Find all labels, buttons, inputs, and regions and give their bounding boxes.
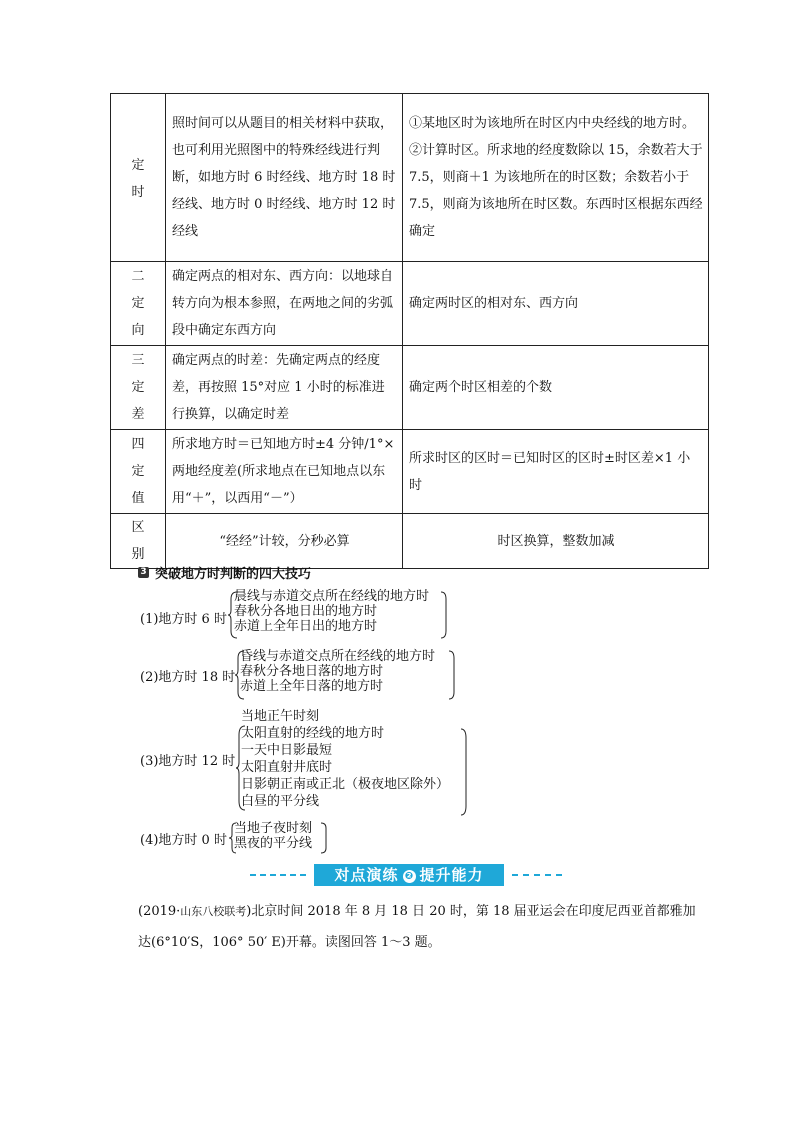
zone-time-cell: 确定两个时区相差的个数	[403, 346, 709, 430]
local-time-cell: 确定两点的相对东、西方向：以地球自转方向为根本参照，在两地之间的劣弧段中确定东西方向	[166, 262, 403, 346]
banner-dash-left	[250, 874, 306, 876]
local-time-cell: 确定两点的时差：先确定两点的经度差，再按照 15°对应 1 小时的标准进行换算，以确定时差	[166, 346, 403, 430]
technique-item: 白昼的平分线	[241, 794, 320, 809]
row-label-char: 定	[131, 380, 145, 395]
row-label-char: 别	[131, 547, 145, 562]
right-brace	[449, 650, 457, 700]
technique-group	[140, 648, 470, 703]
technique-item: 太阳直射的经线的地方时	[241, 726, 385, 741]
technique-item: 赤道上全年日出的地方时	[234, 619, 378, 634]
local-time-cell: 所求地方时＝已知地方时±4 分钟/1°×两地经度差(所求地点在已知地点以东用“＋”，以西用“－”）	[166, 430, 403, 514]
row-label-char: 定	[131, 157, 145, 173]
row-label-char: 三	[131, 353, 145, 368]
practice-banner	[250, 864, 550, 886]
technique-items	[241, 708, 449, 810]
zone-time-cell	[403, 94, 709, 262]
table-row	[111, 94, 709, 262]
row-label-char: 值	[131, 491, 145, 506]
row-label-char: 二	[131, 269, 145, 284]
table-row	[111, 514, 709, 569]
question-source: 山东八校联考	[180, 905, 247, 918]
technique-item: 赤道上全年日落的地方时	[240, 679, 384, 694]
zone-time-cell: 时区换算，整数加减	[403, 514, 709, 569]
row-label	[111, 430, 166, 514]
question-text: )北京时间 2018 年 8 月 18 日 20 时，第 18 届亚运会在印度尼西亚首都雅加达(6°10′S，106° 50′ E)开幕。读图回答 1～3 题。	[138, 904, 696, 950]
technique-group	[140, 820, 360, 856]
technique-items	[234, 821, 312, 851]
technique-group	[140, 588, 460, 643]
technique-item: 日影朝正南或正北（极夜地区除外）	[241, 777, 450, 792]
zone-time-cell: 所求时区的区时＝已知时区的区时±时区差×1 小时	[403, 430, 709, 514]
technique-item: 晨线与赤道交点所在经线的地方时	[234, 589, 430, 604]
technique-item: 当地子夜时刻	[234, 821, 313, 836]
technique-label: (1)地方时 6 时	[140, 612, 227, 627]
banner-left-text: 对点演练	[334, 866, 399, 884]
row-label-char: 向	[131, 323, 145, 338]
technique-item: 春秋分各地日落的地方时	[240, 664, 384, 679]
technique-item: 当地正午时刻	[241, 709, 320, 724]
row-label-char: 四	[131, 437, 145, 452]
row-label-char: 差	[131, 407, 145, 422]
technique-item: 春秋分各地日出的地方时	[234, 604, 378, 619]
right-brace	[441, 591, 449, 639]
technique-item: 黑夜的平分线	[234, 836, 313, 851]
time-method-table	[110, 93, 709, 569]
zone-time-cell: 确定两时区的相对东、西方向	[403, 262, 709, 346]
question-paragraph	[138, 896, 698, 958]
row-label	[111, 514, 166, 569]
row-label	[111, 346, 166, 430]
technique-group	[140, 708, 480, 818]
banner-step-icon: ❷	[403, 870, 416, 883]
technique-item: 一天中日影最短	[241, 743, 333, 758]
technique-items	[234, 589, 429, 634]
zone-line: ②计算时区。所求地的经度数除以 15，余数若大于 7.5，则商＋1 为该地所在的时区数；余数若小于 7.5，则商为该地所在时区数。东西时区根据东西经确定	[409, 143, 703, 239]
right-brace	[321, 822, 329, 854]
technique-items	[240, 649, 435, 694]
section-number-badge: 3	[138, 567, 149, 578]
technique-label: (2)地方时 18 时	[140, 670, 236, 685]
row-label	[111, 94, 166, 262]
row-label-char: 时	[131, 184, 145, 200]
technique-label: (3)地方时 12 时	[140, 754, 236, 769]
table-row	[111, 430, 709, 514]
banner-dash-right	[512, 874, 562, 876]
banner-box	[314, 864, 504, 886]
table-row	[111, 262, 709, 346]
zone-line: ①某地区时为该地所在时区内中央经线的地方时。	[409, 116, 696, 131]
section-title	[138, 563, 311, 582]
right-brace	[461, 728, 469, 816]
row-label-char: 定	[131, 464, 145, 479]
local-time-cell: 照时间可以从题目的相关材料中获取，也可利用光照图中的特殊经线进行判断，如地方时 6 时经线、地方时 18 时经线、地方时 0 时经线、地方时 12 时经线	[166, 94, 403, 262]
row-label-char: 区	[131, 520, 145, 535]
technique-item: 昏线与赤道交点所在经线的地方时	[240, 649, 436, 664]
row-label-char: 定	[131, 296, 145, 311]
question-year: (2019·	[138, 904, 181, 919]
row-label	[111, 262, 166, 346]
technique-label: (4)地方时 0 时	[140, 833, 227, 848]
table-row	[111, 346, 709, 430]
section-title-text: 突破地方时判断的四大技巧	[155, 567, 312, 582]
local-time-cell: “经经”计较，分秒必算	[166, 514, 403, 569]
banner-right-text: 提升能力	[419, 866, 484, 884]
technique-item: 太阳直射井底时	[241, 760, 333, 775]
